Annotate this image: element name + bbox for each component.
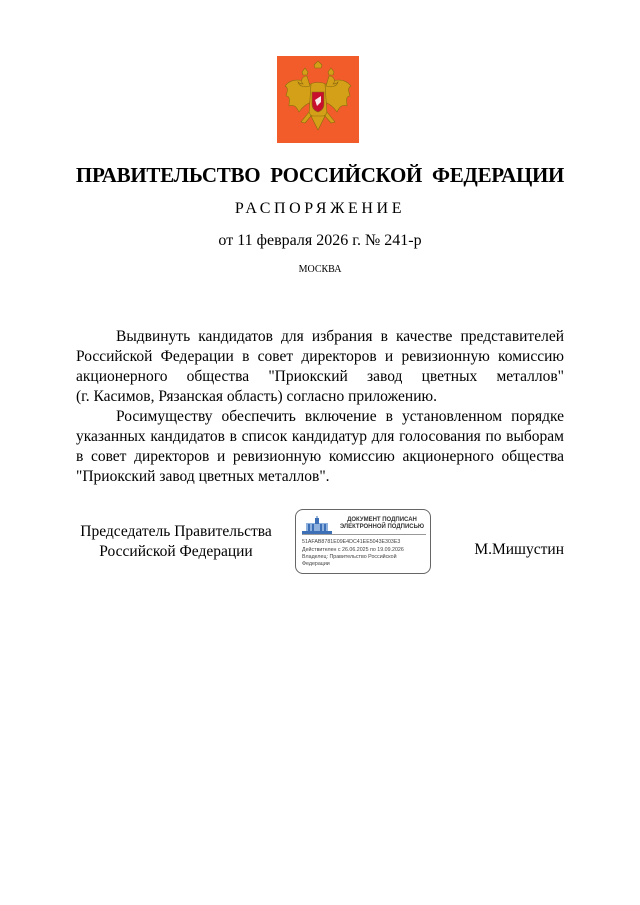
- body-line: "Приокский завод цветных металлов".: [76, 468, 330, 485]
- signer-position: [76, 522, 276, 562]
- government-title: ПРАВИТЕЛЬСТВО РОССИЙСКОЙ ФЕДЕРАЦИИ: [75, 163, 565, 187]
- stamp-title-line: ДОКУМЕНТ ПОДПИСАН: [347, 517, 417, 523]
- paragraph-2: [76, 407, 564, 487]
- body-line: указанных кандидатов в список кандидатур для голосования по выборам: [76, 428, 564, 445]
- body-line: в совет директоров и ревизионную комиссию акционерного общества: [76, 448, 564, 465]
- document-date-number: от 11 февраля 2026 г. № 241-р: [218, 232, 422, 249]
- double-headed-eagle-icon: [277, 56, 359, 143]
- signer-position-line: Российской Федерации: [99, 543, 253, 560]
- signer-position-line: Председатель Правительства: [80, 523, 272, 540]
- stamp-title: [336, 517, 428, 531]
- stamp-owner: Владелец: Правительство Российской: [302, 554, 397, 560]
- stamp-title-line: ЭЛЕКТРОННОЙ ПОДПИСЬЮ: [339, 524, 425, 530]
- body-line: Российской Федерации в совет директоров и ревизионную комиссию: [76, 348, 564, 365]
- body-line: акционерного общества "Приокский завод цветных металлов": [76, 368, 564, 385]
- paragraph-1: [76, 327, 564, 407]
- city: МОСКВА: [298, 264, 342, 275]
- russian-coat-of-arms-icon: [277, 56, 359, 143]
- electronic-signature-stamp: [295, 509, 431, 574]
- document-body: [76, 327, 564, 487]
- stamp-owner-cont: Федерации: [302, 561, 330, 567]
- body-line: Выдвинуть кандидатов для избрания в качестве представителей: [116, 328, 564, 345]
- stamp-validity: Действителен с 26.06.2025 по 19.09.2026: [302, 547, 404, 553]
- body-line: Росимуществу обеспечить включение в установленном порядке: [116, 408, 564, 425]
- body-line: (г. Касимов, Рязанская область) согласно приложению.: [76, 388, 437, 405]
- stamp-serial: 51AFAB8781E09E4DC41EE5043E303E3: [302, 539, 401, 545]
- signer-name: М.Мишустин: [474, 541, 564, 558]
- government-building-icon: [302, 516, 332, 536]
- document-type: РАСПОРЯЖЕНИЕ: [234, 200, 406, 217]
- stamp-divider: [302, 534, 426, 535]
